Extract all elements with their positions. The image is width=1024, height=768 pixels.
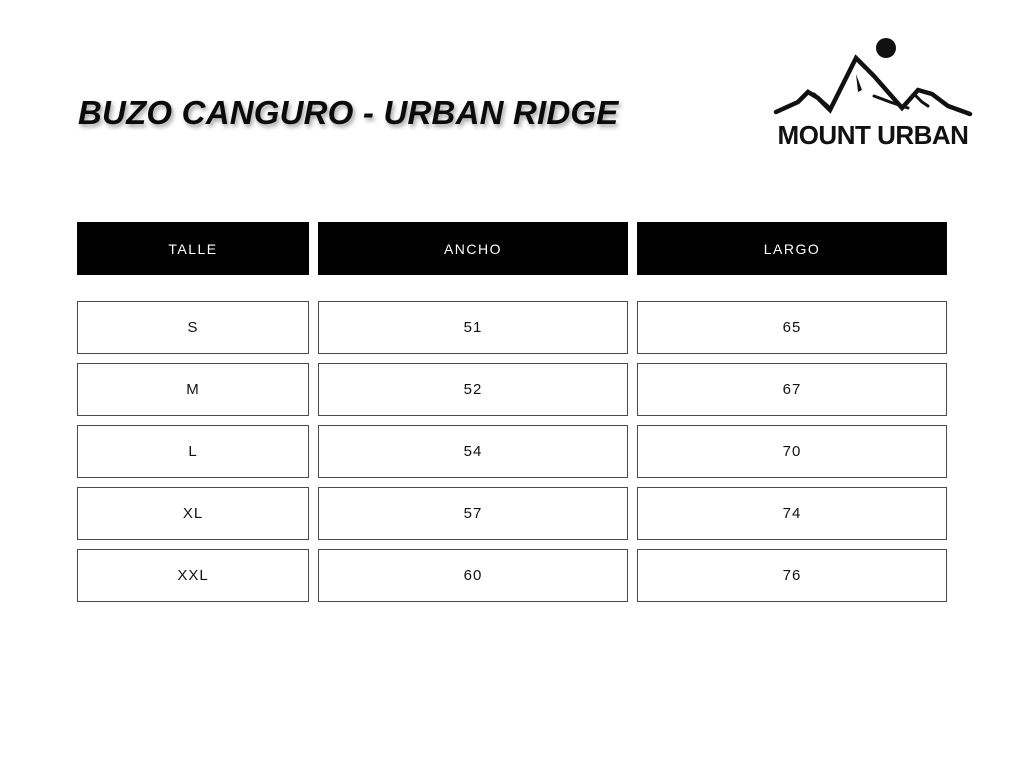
column-header-talle: TALLE [77,222,309,275]
size-cell: S [77,301,309,354]
width-cell: 54 [318,425,628,478]
length-cell: 70 [637,425,947,478]
table-row [77,549,947,602]
width-cell: 60 [318,549,628,602]
width-cell: 57 [318,487,628,540]
brand-logo [770,34,976,158]
page-title: BUZO CANGURO - URBAN RIDGE [78,94,619,131]
length-cell: 74 [637,487,947,540]
column-header-largo: LARGO [637,222,947,275]
size-cell: M [77,363,309,416]
length-cell: 65 [637,301,947,354]
column-header-ancho: ANCHO [318,222,628,275]
length-cell: 67 [637,363,947,416]
width-cell: 51 [318,301,628,354]
table-header-row [77,222,947,275]
width-cell: 52 [318,363,628,416]
brand-name: MOUNT URBAN [777,120,969,150]
length-cell: 76 [637,549,947,602]
size-cell: L [77,425,309,478]
size-table [77,222,947,611]
mountain-sun-icon [770,34,976,124]
size-cell: XXL [77,549,309,602]
table-row [77,363,947,416]
size-cell: XL [77,487,309,540]
table-row [77,425,947,478]
table-row [77,301,947,354]
table-row [77,487,947,540]
